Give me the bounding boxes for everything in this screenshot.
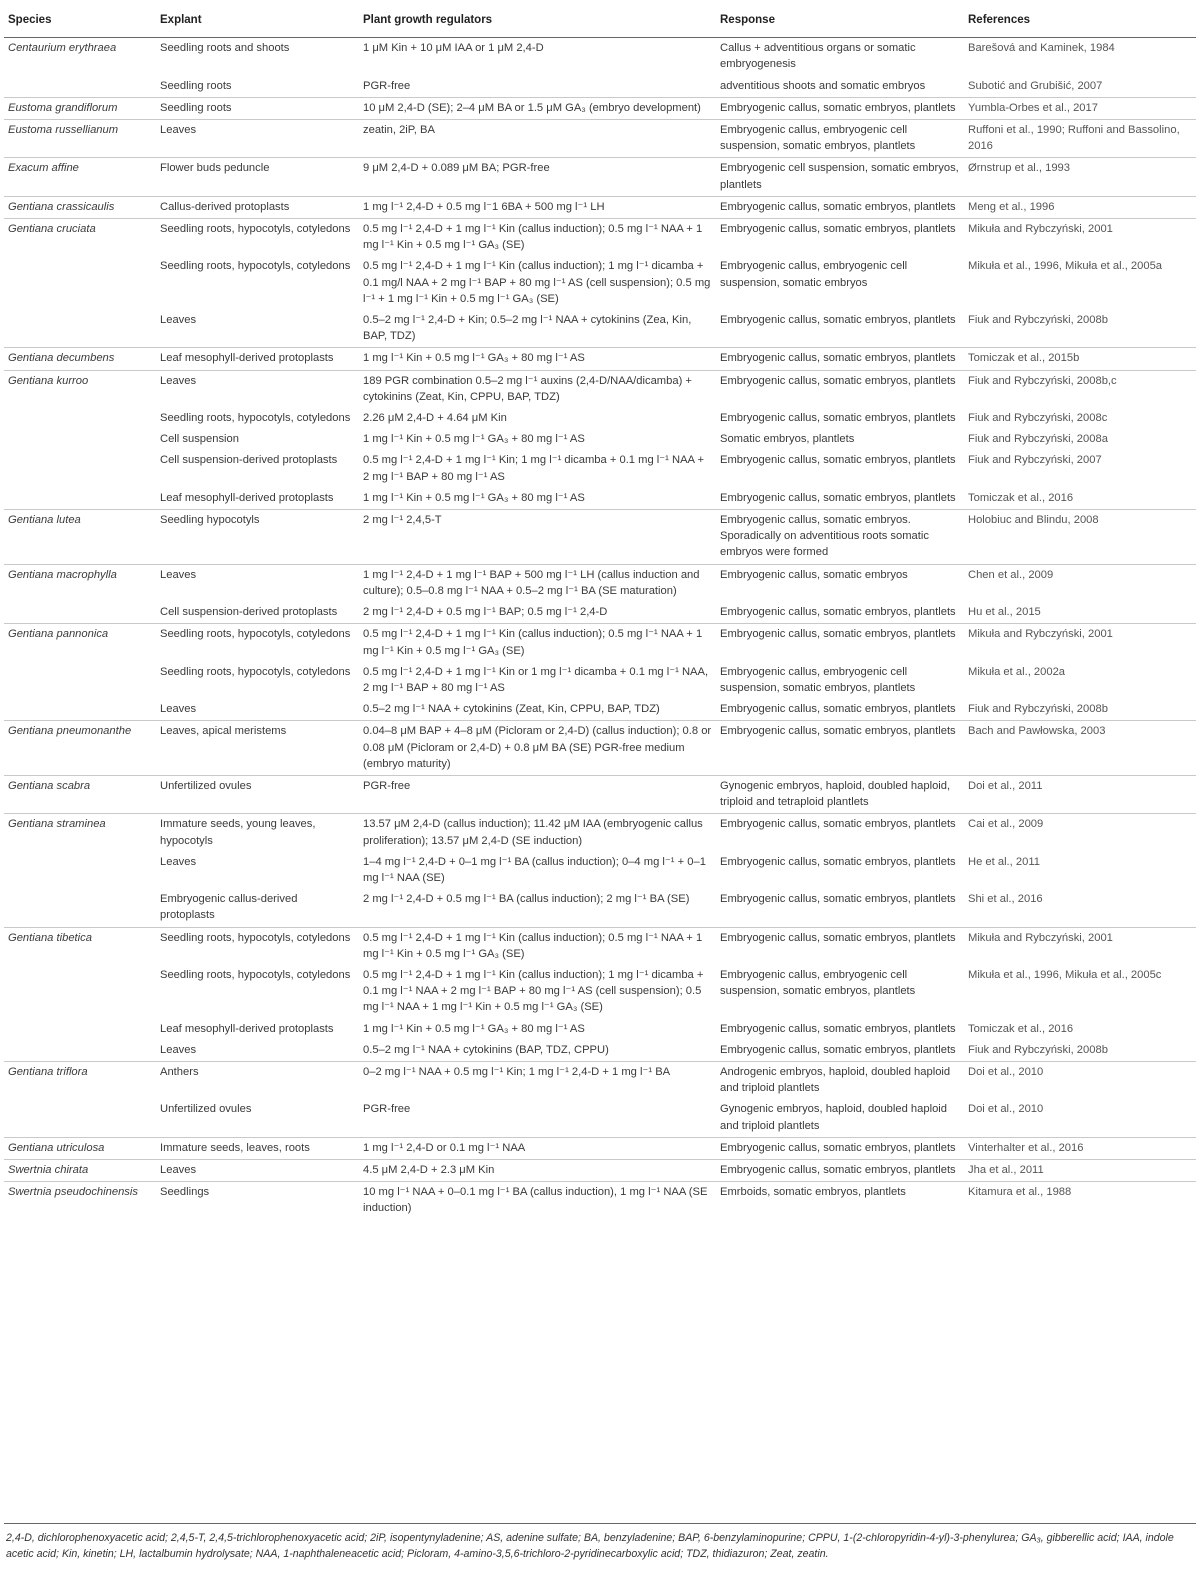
table-row: [4, 662, 1196, 699]
explant-cell: Leaves: [160, 855, 197, 868]
reference-cell: Bach and Pawłowska, 2003: [964, 721, 1196, 776]
species-cell: Gentiana utriculosa: [4, 1137, 156, 1159]
pgr-cell: 0.5 mg l⁻¹ 2,4-D + 1 mg l⁻¹ Kin (callus induction); 0.5 mg l⁻¹ NAA + 1 mg l⁻¹ Kin + 0.5 mg l⁻¹ GA₃ (SE): [359, 219, 716, 257]
header-explant: Explant: [156, 0, 359, 38]
table-row: [4, 510, 1196, 565]
reference-cell: Mikuła et al., 1996, Mikuła et al., 2005a: [968, 260, 1163, 273]
explant-cell: Leaf mesophyll-derived protoplasts: [156, 348, 359, 370]
pgr-cell: 0.5 mg l⁻¹ 2,4-D + 1 mg l⁻¹ Kin (callus induction); 0.5 mg l⁻¹ NAA + 1 mg l⁻¹ Kin + 0.5 mg l⁻¹ GA₃ (SE): [359, 927, 716, 965]
explant-cell: Seedling roots: [160, 79, 232, 92]
species-cell: [4, 76, 156, 98]
table-row: [4, 120, 1196, 158]
species-cell: Exacum affine: [4, 158, 156, 196]
table-header-row: [4, 0, 1196, 38]
table-row: [4, 927, 1196, 965]
species-cell: [4, 1040, 156, 1062]
response-cell: Embryogenic callus, somatic embryos, plantlets: [716, 927, 964, 965]
pgr-cell: 1 mg l⁻¹ Kin + 0.5 mg l⁻¹ GA₃ + 80 mg l⁻¹ AS: [359, 348, 716, 370]
species-cell: Eustoma russellianum: [4, 120, 156, 158]
table-row: [4, 721, 1196, 776]
reference-cell: Mikuła and Rybczyński, 2001: [964, 624, 1196, 662]
response-cell: Embryogenic callus, somatic embryos, plantlets: [716, 814, 964, 852]
explant-cell: Leaves: [156, 120, 359, 158]
pgr-cell: 1 mg l⁻¹ Kin + 0.5 mg l⁻¹ GA₃ + 80 mg l⁻¹ AS: [363, 1022, 585, 1035]
table-row: [4, 1137, 1196, 1159]
reference-cell: Fiuk and Rybczyński, 2008b: [968, 1043, 1108, 1056]
header-species: Species: [4, 0, 156, 38]
species-cell: Gentiana cruciata: [4, 219, 156, 257]
reference-cell: Doi et al., 2010: [968, 1103, 1044, 1116]
table-row: [4, 624, 1196, 662]
somatic-embryogenesis-table: [4, 0, 1196, 1220]
pgr-cell: 1 mg l⁻¹ Kin + 0.5 mg l⁻¹ GA₃ + 80 mg l⁻¹ AS: [363, 491, 585, 504]
table-row: [4, 1019, 1196, 1040]
pgr-cell: 2 mg l⁻¹ 2,4-D + 0.5 mg l⁻¹ BAP; 0.5 mg l⁻¹ 2,4-D: [363, 606, 608, 619]
table-row: [4, 1159, 1196, 1181]
reference-cell: Chen et al., 2009: [964, 564, 1196, 602]
response-cell: Embryogenic callus, somatic embryos, plantlets: [720, 314, 956, 327]
explant-cell: Seedling roots, hypocotyls, cotyledons: [160, 260, 351, 273]
explant-cell: Seedling roots, hypocotyls, cotyledons: [160, 968, 351, 981]
explant-cell: Seedling roots: [156, 97, 359, 119]
species-cell: Gentiana macrophylla: [4, 564, 156, 602]
reference-cell: Fiuk and Rybczyński, 2008a: [968, 433, 1108, 446]
pgr-cell: 0.04–8 μM BAP + 4–8 μM (Picloram or 2,4-D) (callus induction); 0.8 or 0.08 μM (Picloram or 2,4-D) + 0.8 μM BA (SE) PGR-free medium (embryo maturity): [359, 721, 716, 776]
reference-cell: Ruffoni et al., 1990; Ruffoni and Bassolino, 2016: [964, 120, 1196, 158]
table-row: [4, 370, 1196, 408]
response-cell: adventitious shoots and somatic embryos: [720, 79, 926, 92]
response-cell: Embryogenic callus, somatic embryos, plantlets: [720, 855, 956, 868]
header-plant-growth-regulators: Plant growth regulators: [359, 0, 716, 38]
reference-cell: Tomiczak et al., 2016: [968, 491, 1074, 504]
explant-cell: Cell suspension-derived protoplasts: [160, 606, 338, 619]
species-cell: [4, 256, 156, 310]
response-cell: Embryogenic callus, somatic embryos, plantlets: [716, 348, 964, 370]
response-cell: Embryogenic callus, embryogenic cell suspension, somatic embryos, plantlets: [716, 120, 964, 158]
species-cell: [4, 1099, 156, 1137]
response-cell: Embryogenic callus, somatic embryos, plantlets: [716, 1137, 964, 1159]
explant-cell: Leaves: [156, 564, 359, 602]
pgr-cell: 9 μM 2,4-D + 0.089 μM BA; PGR-free: [359, 158, 716, 196]
explant-cell: Leaves: [156, 370, 359, 408]
explant-cell: Leaves: [160, 703, 197, 716]
species-cell: Gentiana straminea: [4, 814, 156, 852]
table-row: [4, 196, 1196, 218]
species-cell: [4, 488, 156, 510]
species-cell: [4, 450, 156, 487]
pgr-cell: 0.5 mg l⁻¹ 2,4-D + 1 mg l⁻¹ Kin; 1 mg l⁻¹ dicamba + 0.1 mg l⁻¹ NAA + 2 mg l⁻¹ BAP + 80 mg l⁻¹ AS: [363, 454, 705, 483]
explant-cell: Seedlings: [156, 1182, 359, 1220]
reference-cell: Tomiczak et al., 2016: [968, 1022, 1074, 1035]
species-cell: Gentiana triflora: [4, 1061, 156, 1099]
reference-cell: Doi et al., 2010: [964, 1061, 1196, 1099]
response-cell: Embryogenic callus, embryogenic cell suspension, somatic embryos, plantlets: [720, 968, 916, 998]
explant-cell: Immature seeds, leaves, roots: [156, 1137, 359, 1159]
reference-cell: Fiuk and Rybczyński, 2008b,c: [964, 370, 1196, 408]
pgr-cell: 1–4 mg l⁻¹ 2,4-D + 0–1 mg l⁻¹ BA (callus induction); 0–4 mg l⁻¹ + 0–1 mg l⁻¹ NAA (SE): [363, 855, 706, 884]
reference-cell: Tomiczak et al., 2015b: [964, 348, 1196, 370]
species-cell: [4, 1019, 156, 1040]
explant-cell: Cell suspension: [160, 433, 239, 446]
response-cell: Embryogenic callus, somatic embryos, plantlets: [720, 412, 956, 425]
pgr-cell: 1 mg l⁻¹ 2,4-D + 0.5 mg l⁻1 6BA + 500 mg l⁻¹ LH: [359, 196, 716, 218]
species-cell: [4, 662, 156, 699]
reference-cell: Subotić and Grubišić, 2007: [968, 79, 1103, 92]
header-response: Response: [716, 0, 964, 38]
explant-cell: Leaf mesophyll-derived protoplasts: [160, 491, 334, 504]
header-references: References: [964, 0, 1196, 38]
response-cell: Embryogenic callus, somatic embryos, plantlets: [716, 97, 964, 119]
response-cell: Callus + adventitious organs or somatic embryogenesis: [720, 42, 916, 71]
species-cell: Gentiana decumbens: [4, 348, 156, 370]
species-cell: Gentiana lutea: [4, 510, 156, 565]
table-row: [4, 97, 1196, 119]
reference-cell: Shi et al., 2016: [968, 893, 1043, 906]
explant-cell: Seedling hypocotyls: [156, 510, 359, 565]
pgr-cell: 1 mg l⁻¹ Kin + 0.5 mg l⁻¹ GA₃ + 80 mg l⁻¹ AS: [363, 433, 585, 446]
species-cell: Gentiana pneumonanthe: [4, 721, 156, 776]
table-row: [4, 219, 1196, 257]
explant-cell: Leaves, apical meristems: [156, 721, 359, 776]
explant-cell: Seedling roots, hypocotyls, cotyledons: [160, 665, 351, 678]
table-footnote: 2,4-D, dichlorophenoxyacetic acid; 2,4,5-T, 2,4,5-trichlorophenoxyacetic acid; 2iP, isopentynyladenine; AS, adenine sulfate; BA, benzyladenine; BAP, 6-benzylaminopurine; CPPU, 1-(2-chloropyridin-4-yl)-3-phenylurea; GA₃, gibberellic acid; IAA, indole acetic acid; Kin, kinetin; LH, lactalbumin hydrolysate; NAA, 1-naphthaleneacetic acid; Picloram, 4-amino-3,5,6-trichloro-2-pyridinecarboxylic acid; TDZ, thidiazuron; Zeat, zeatin.: [6, 1532, 1174, 1560]
reference-cell: He et al., 2011: [968, 855, 1040, 868]
table-row: [4, 256, 1196, 310]
reference-cell: Doi et al., 2011: [964, 775, 1196, 813]
explant-cell: Unfertilized ovules: [156, 775, 359, 813]
response-cell: Embryogenic callus, somatic embryos: [716, 564, 964, 602]
species-cell: [4, 852, 156, 889]
response-cell: Androgenic embryos, haploid, doubled haploid and triploid plantlets: [716, 1061, 964, 1099]
response-cell: Embryogenic callus, embryogenic cell suspension, somatic embryos, plantlets: [720, 665, 916, 694]
pgr-cell: 189 PGR combination 0.5–2 mg l⁻¹ auxins (2,4-D/NAA/dicamba) + cytokinins (Zeat, Kin, CPPU, BAP, TDZ): [359, 370, 716, 408]
response-cell: Embryogenic callus, embryogenic cell suspension, somatic embryos: [720, 260, 908, 289]
reference-cell: Fiuk and Rybczyński, 2007: [968, 454, 1102, 467]
explant-cell: Callus-derived protoplasts: [156, 196, 359, 218]
explant-cell: Flower buds peduncle: [156, 158, 359, 196]
table-row: [4, 1040, 1196, 1062]
reference-cell: Mikuła and Rybczyński, 2001: [964, 219, 1196, 257]
response-cell: Embryogenic callus, somatic embryos, plantlets: [720, 454, 956, 467]
response-cell: Embryogenic callus, somatic embryos, plantlets: [720, 1022, 956, 1035]
pgr-cell: 1 mg l⁻¹ 2,4-D + 1 mg l⁻¹ BAP + 500 mg l⁻¹ LH (callus induction and culture); 0.5–0.8 mg l⁻¹ NAA + 0.5–2 mg l⁻¹ BA (SE maturation): [359, 564, 716, 602]
species-cell: Gentiana scabra: [4, 775, 156, 813]
pgr-cell: 2.26 μM 2,4-D + 4.64 μM Kin: [363, 412, 507, 425]
pgr-cell: 13.57 μM 2,4-D (callus induction); 11.42 μM IAA (embryogenic callus proliferation); 13.57 μM 2,4-D (SE induction): [359, 814, 716, 852]
pgr-cell: 2 mg l⁻¹ 2,4,5-T: [359, 510, 716, 565]
pgr-cell: 0.5 mg l⁻¹ 2,4-D + 1 mg l⁻¹ Kin or 1 mg l⁻¹ dicamba + 0.1 mg l⁻¹ NAA, 2 mg l⁻¹ BAP + 80 mg l⁻¹ AS: [363, 665, 709, 694]
response-cell: Embryogenic callus, somatic embryos, plantlets: [720, 491, 956, 504]
reference-cell: Hu et al., 2015: [968, 606, 1041, 619]
response-cell: Somatic embryos, plantlets: [720, 433, 855, 446]
table-row: [4, 602, 1196, 624]
reference-cell: Meng et al., 1996: [964, 196, 1196, 218]
table-row: [4, 564, 1196, 602]
explant-cell: Seedling roots, hypocotyls, cotyledons: [160, 412, 351, 425]
response-cell: Embryogenic callus, somatic embryos, plantlets: [716, 196, 964, 218]
pgr-cell: 0.5–2 mg l⁻¹ NAA + cytokinins (Zeat, Kin, CPPU, BAP, TDZ): [363, 703, 660, 716]
pgr-cell: PGR-free: [363, 1103, 411, 1116]
table-bottom-rule: [4, 1523, 1196, 1524]
response-cell: Embryogenic callus, somatic embryos, plantlets: [720, 703, 956, 716]
explant-cell: Leaves: [156, 1159, 359, 1181]
species-cell: Centaurium erythraea: [8, 42, 117, 55]
explant-cell: Immature seeds, young leaves, hypocotyls: [156, 814, 359, 852]
species-cell: Gentiana pannonica: [4, 624, 156, 662]
reference-cell: Kitamura et al., 1988: [964, 1182, 1196, 1220]
table-row: [4, 429, 1196, 450]
pgr-cell: 0.5–2 mg l⁻¹ NAA + cytokinins (BAP, TDZ, CPPU): [363, 1043, 609, 1056]
reference-cell: Yumbla-Orbes et al., 2017: [964, 97, 1196, 119]
response-cell: Embryogenic callus, somatic embryos, plantlets: [716, 370, 964, 408]
explant-cell: Seedling roots, hypocotyls, cotyledons: [156, 219, 359, 257]
species-cell: [4, 602, 156, 624]
response-cell: Embryogenic callus, somatic embryos. Sporadically on adventitious roots somatic embryos were formed: [716, 510, 964, 565]
table-row: [4, 852, 1196, 889]
explant-cell: Cell suspension-derived protoplasts: [160, 454, 338, 467]
reference-cell: Fiuk and Rybczyński, 2008b: [968, 314, 1108, 327]
species-cell: [4, 429, 156, 450]
explant-cell: Seedling roots and shoots: [160, 42, 290, 55]
pgr-cell: 10 mg l⁻¹ NAA + 0–0.1 mg l⁻¹ BA (callus induction), 1 mg l⁻¹ NAA (SE induction): [359, 1182, 716, 1220]
explant-cell: Seedling roots, hypocotyls, cotyledons: [156, 927, 359, 965]
reference-cell: Fiuk and Rybczyński, 2008b: [968, 703, 1108, 716]
response-cell: Embryogenic callus, somatic embryos, plantlets: [720, 893, 956, 906]
reference-cell: Holobiuc and Blindu, 2008: [964, 510, 1196, 565]
pgr-cell: 0.5 mg l⁻¹ 2,4-D + 1 mg l⁻¹ Kin (callus induction); 0.5 mg l⁻¹ NAA + 1 mg l⁻¹ Kin + 0.5 mg l⁻¹ GA₃ (SE): [359, 624, 716, 662]
species-cell: Swertnia chirata: [4, 1159, 156, 1181]
species-cell: [4, 965, 156, 1019]
explant-cell: Leaf mesophyll-derived protoplasts: [160, 1022, 334, 1035]
response-cell: Gynogenic embryos, haploid, doubled haploid and triploid plantlets: [720, 1103, 948, 1132]
response-cell: Embryogenic callus, somatic embryos, plantlets: [716, 219, 964, 257]
table-row: [4, 158, 1196, 196]
pgr-cell: 4.5 μM 2,4-D + 2.3 μM Kin: [359, 1159, 716, 1181]
pgr-cell: 0.5 mg l⁻¹ 2,4-D + 1 mg l⁻¹ Kin (callus induction); 1 mg l⁻¹ dicamba + 0.1 mg l⁻¹ NAA + 2 mg l⁻¹ BAP + 80 mg l⁻¹ AS (cell suspension); 0.5 mg l⁻¹ NAA + 1 mg l⁻¹ Kin + 0.5 mg l⁻¹ GA₃ (SE): [363, 968, 704, 1014]
pgr-cell: zeatin, 2iP, BA: [359, 120, 716, 158]
explant-cell: Leaves: [160, 1043, 197, 1056]
response-cell: Embryogenic cell suspension, somatic embryos, plantlets: [716, 158, 964, 196]
response-cell: Emrboids, somatic embryos, plantlets: [716, 1182, 964, 1220]
pgr-cell: 2 mg l⁻¹ 2,4-D + 0.5 mg l⁻¹ BA (callus induction); 2 mg l⁻¹ BA (SE): [363, 893, 690, 906]
explant-cell: Anthers: [156, 1061, 359, 1099]
table-row: [4, 408, 1196, 429]
table-row: [4, 450, 1196, 487]
table-row: [4, 348, 1196, 370]
response-cell: Embryogenic callus, somatic embryos, plantlets: [716, 1159, 964, 1181]
reference-cell: Barešová and Kaminek, 1984: [968, 42, 1115, 55]
species-cell: [4, 408, 156, 429]
pgr-cell: PGR-free: [363, 79, 411, 92]
table-row: [4, 310, 1196, 348]
table-row: [4, 76, 1196, 98]
table-row: [4, 699, 1196, 721]
table-row: [4, 38, 1196, 76]
explant-cell: Leaves: [160, 314, 197, 327]
table-body: [4, 38, 1196, 1220]
response-cell: Embryogenic callus, somatic embryos, plantlets: [720, 1043, 956, 1056]
table-row: [4, 1099, 1196, 1137]
species-cell: Eustoma grandiflorum: [4, 97, 156, 119]
explant-cell: Seedling roots, hypocotyls, cotyledons: [156, 624, 359, 662]
species-cell: Swertnia pseudochinensis: [4, 1182, 156, 1220]
pgr-cell: 0–2 mg l⁻¹ NAA + 0.5 mg l⁻¹ Kin; 1 mg l⁻¹ 2,4-D + 1 mg l⁻¹ BA: [359, 1061, 716, 1099]
reference-cell: Mikuła et al., 2002a: [968, 665, 1066, 678]
response-cell: Gynogenic embryos, haploid, doubled haploid, triploid and tetraploid plantlets: [716, 775, 964, 813]
species-cell: Gentiana crassicaulis: [4, 196, 156, 218]
pgr-cell: 1 μM Kin + 10 μM IAA or 1 μM 2,4-D: [363, 42, 544, 55]
explant-cell: Unfertilized ovules: [160, 1103, 252, 1116]
species-cell: Gentiana tibetica: [4, 927, 156, 965]
table-row: [4, 775, 1196, 813]
pgr-cell: 1 mg l⁻¹ 2,4-D or 0.1 mg l⁻¹ NAA: [359, 1137, 716, 1159]
pgr-cell: 0.5–2 mg l⁻¹ 2,4-D + Kin; 0.5–2 mg l⁻¹ NAA + cytokinins (Zea, Kin, BAP, TDZ): [363, 314, 692, 343]
reference-cell: Ørnstrup et al., 1993: [964, 158, 1196, 196]
response-cell: Embryogenic callus, somatic embryos, plantlets: [716, 624, 964, 662]
reference-cell: Mikuła and Rybczyński, 2001: [964, 927, 1196, 965]
explant-cell: Embryogenic callus-derived protoplasts: [160, 893, 298, 922]
species-cell: [4, 310, 156, 348]
species-cell: [4, 699, 156, 721]
table-row: [4, 965, 1196, 1019]
reference-cell: Fiuk and Rybczyński, 2008c: [968, 412, 1108, 425]
table-row: [4, 1182, 1196, 1220]
pgr-cell: 10 μM 2,4-D (SE); 2–4 μM BA or 1.5 μM GA₃ (embryo development): [359, 97, 716, 119]
pgr-cell: PGR-free: [359, 775, 716, 813]
table-row: [4, 889, 1196, 927]
species-cell: [4, 889, 156, 927]
pgr-cell: 0.5 mg l⁻¹ 2,4-D + 1 mg l⁻¹ Kin (callus induction); 1 mg l⁻¹ dicamba + 0.1 mg/l NAA + 2 mg l⁻¹ BAP + 80 mg l⁻¹ AS (cell suspension); 0.5 mg l⁻¹ + 1 mg l⁻¹ Kin + 0.5 mg l⁻¹ GA₃ (SE): [363, 260, 711, 305]
species-cell: Gentiana kurroo: [4, 370, 156, 408]
reference-cell: Vinterhalter et al., 2016: [964, 1137, 1196, 1159]
response-cell: Embryogenic callus, somatic embryos, plantlets: [716, 721, 964, 776]
response-cell: Embryogenic callus, somatic embryos, plantlets: [720, 606, 956, 619]
table-row: [4, 814, 1196, 852]
reference-cell: Mikuła et al., 1996, Mikuła et al., 2005c: [968, 968, 1162, 981]
table-row: [4, 1061, 1196, 1099]
table-row: [4, 488, 1196, 510]
reference-cell: Jha et al., 2011: [964, 1159, 1196, 1181]
reference-cell: Cai et al., 2009: [964, 814, 1196, 852]
